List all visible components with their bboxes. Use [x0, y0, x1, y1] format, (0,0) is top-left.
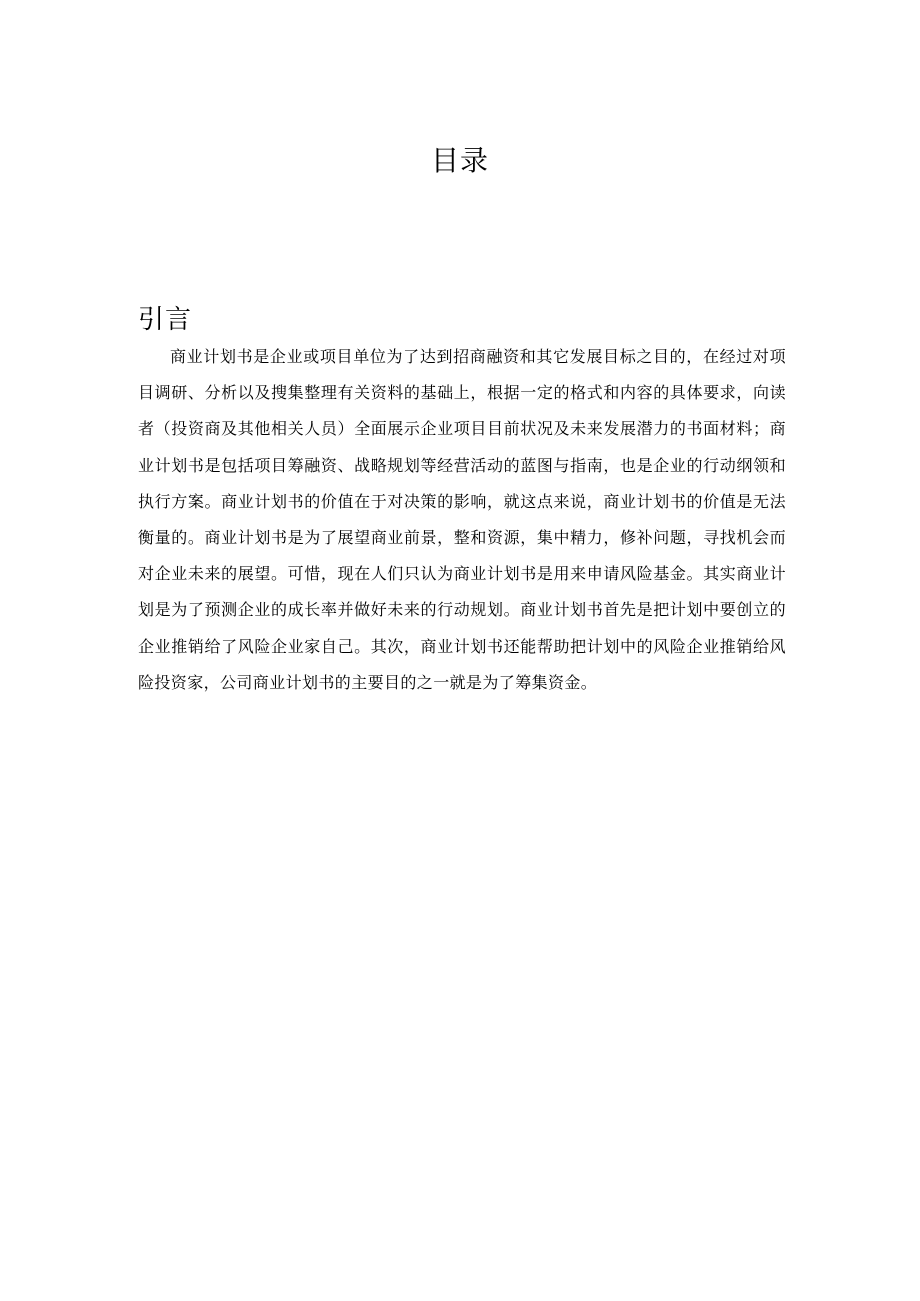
- section-heading-introduction: 引言: [138, 304, 193, 335]
- toc-title: 目录: [430, 143, 489, 177]
- introduction-paragraph: 商业计划书是企业或项目单位为了达到招商融资和其它发展目标之目的，在经过对项目调研、分析以及搜集整理有关资料的基础上，根据一定的格式和内容的具体要求，向读者（投资商及其他相关人员）全面展示企业项目目前状况及未来发展潜力的书面材料；商业计划书是包括项目筹融资、战略规划等经营活动的蓝图与指南，也是企业的行动纲领和执行方案。商业计划书的价值在于对决策的影响，就这点来说，商业计划书的价值是无法衡量的。商业计划书是为了展望商业前景，整和资源，集中精力，修补问题，寻找机会而对企业未来的展望。可惜，现在人们只认为商业计划书是用来申请风险基金。其实商业计划是为了预测企业的成长率并做好未来的行动规划。商业计划书首先是把计划中要创立的企业推销给了风险企业家自己。其次，商业计划书还能帮助把计划中的风险企业推销给风险投资家，公司商业计划书的主要目的之一就是为了筹集资金。: [138, 347, 786, 692]
